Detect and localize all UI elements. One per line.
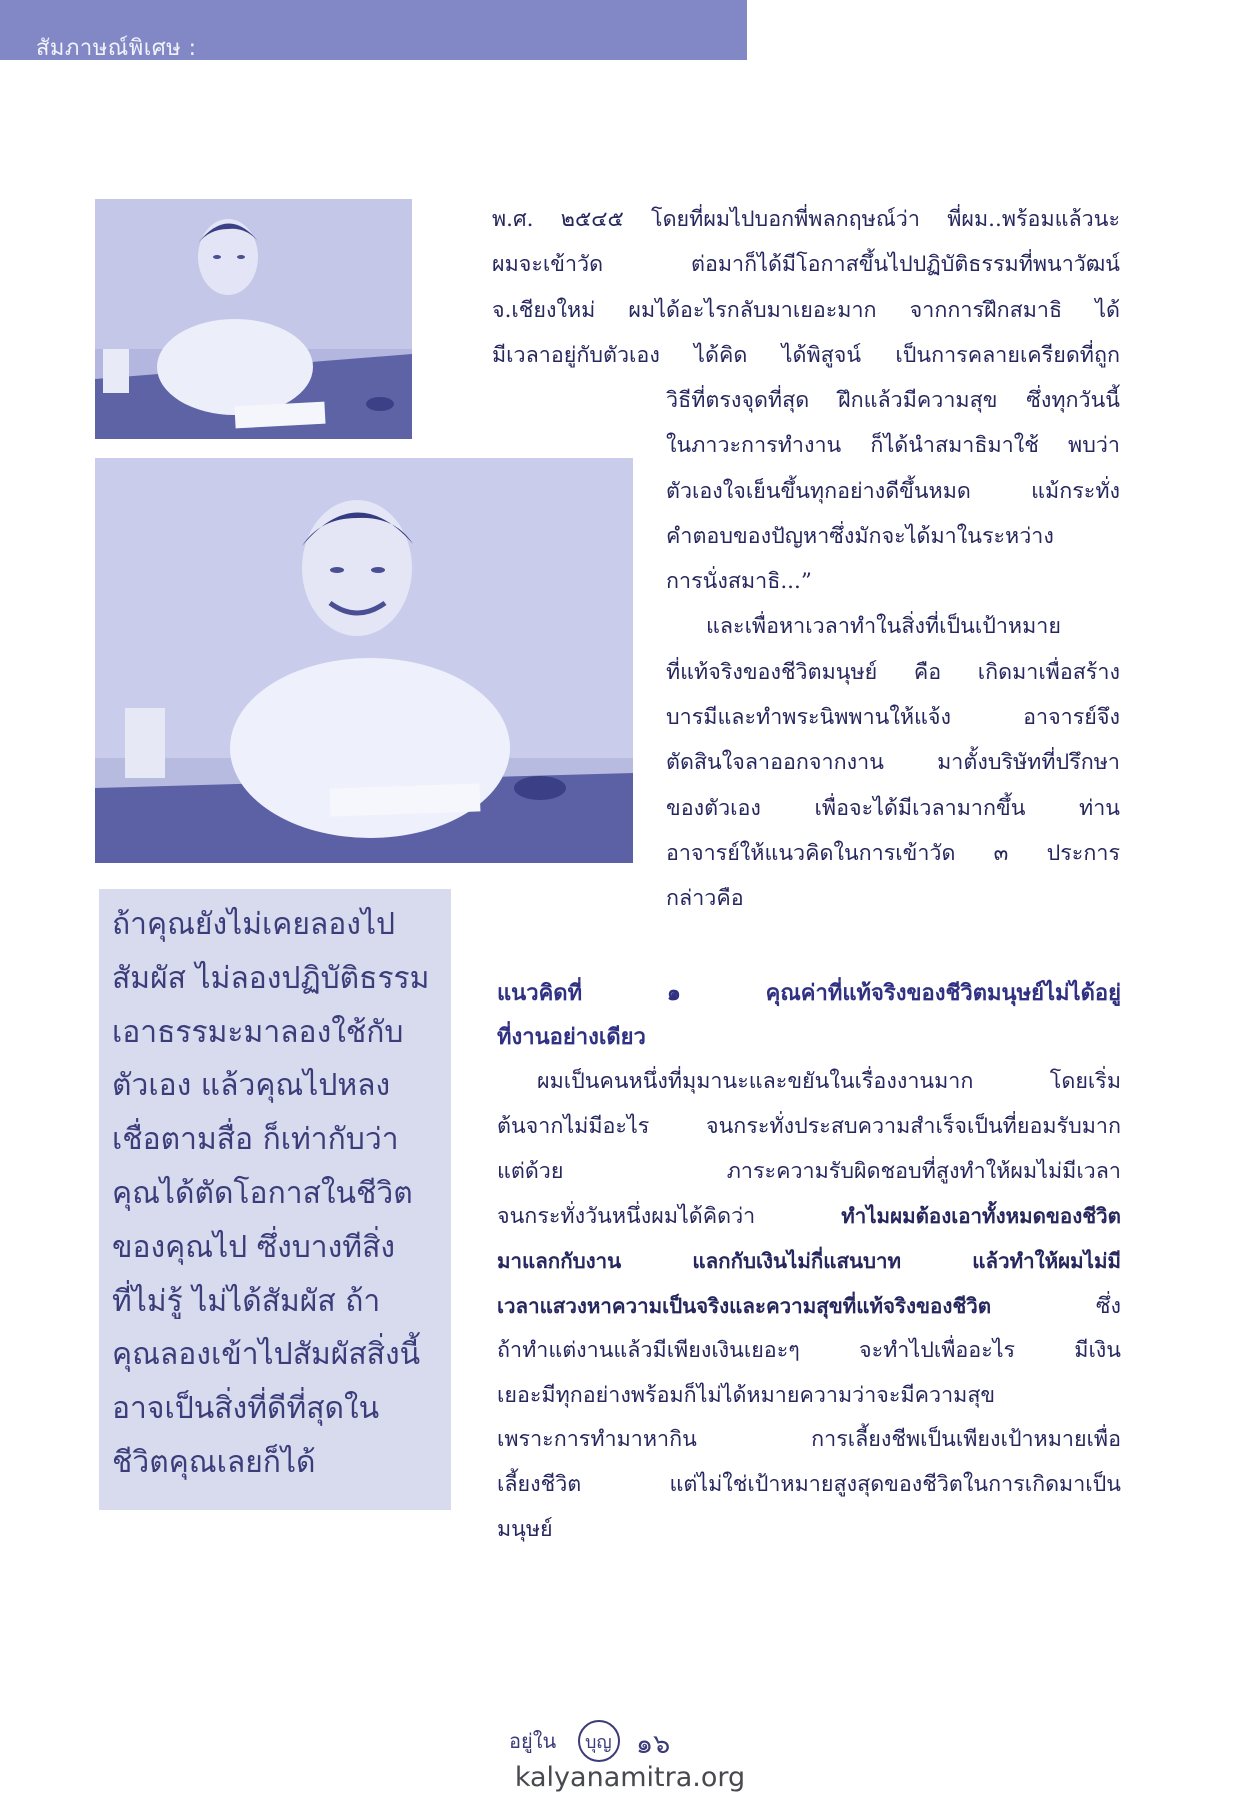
article-text: จนกระทั่งวันหนึ่งผมได้คิดว่า: [497, 1204, 756, 1230]
heading-line: แนวคิดที่ ๑ คุณค่าที่แท้จริงของชีวิตมนุษย์ไม่ได้อยู่: [497, 981, 1121, 1006]
article-line: วิธีที่ตรงจุดที่สุด ฝึกแล้วมีความสุข ซึ่งทุกวันนี้: [666, 388, 1120, 413]
pull-quote-line: ตัวเอง แล้วคุณไปหลง: [112, 1068, 391, 1104]
website-watermark: kalyanamitra.org: [514, 1762, 746, 1793]
pull-quote-line: ที่ไม่รู้ ไม่ได้สัมผัส ถ้า: [112, 1283, 381, 1319]
article-line: เยอะมีทุกอย่างพร้อมก็ไม่ได้หมายความว่าจะมีความสุข: [497, 1382, 996, 1408]
pull-quote: [112, 898, 440, 1490]
article-line: อาจารย์ให้แนวคิดในการเข้าวัด ๓ ประการ: [666, 840, 1120, 866]
section-header-band: [0, 0, 747, 60]
article-line: ในภาวะการทำงาน ก็ได้นำสมาธิมาใช้ พบว่า: [666, 433, 1120, 459]
article-paragraph-narrow: [666, 378, 1120, 922]
pull-quote-line: ชีวิตคุณเลยก็ได้: [112, 1444, 316, 1480]
article-line: ผมเป็นคนหนึ่งที่มุมานะและขยันในเรื่องงานมาก โดยเริ่ม: [537, 1069, 1121, 1094]
article-line: ของตัวเอง เพื่อจะได้มีเวลามากขึ้น ท่าน: [666, 795, 1120, 821]
article-line: [497, 1194, 1121, 1239]
pull-quote-line: เชื่อตามสื่อ ก็เท่ากับว่า: [112, 1122, 399, 1158]
article-line: ถ้าทำแต่งานแล้วมีเพียงเงินเยอะๆ จะทำไปเพื่ออะไร มีเงิน: [497, 1337, 1121, 1363]
article-line: กล่าวคือ: [666, 886, 744, 912]
article-line: พ.ศ. ๒๕๔๕ โดยที่ผมไปบอกพี่พลกฤษณ์ว่า พี่ผม..พร้อมแล้วนะ: [492, 207, 1120, 232]
article-line: ต้นจากไม่มีอะไร จนกระทั่งประสบความสำเร็จเป็นที่ยอมรับมาก: [497, 1113, 1121, 1139]
section-label: สัมภาษณ์พิเศษ :: [36, 36, 197, 61]
pull-quote-line: เอาธรรมะมาลองใช้กับ: [112, 1014, 404, 1050]
article-line: เลี้ยงชีวิต แต่ไม่ใช่เป้าหมายสูงสุดของชีวิตในการเกิดมาเป็น: [497, 1472, 1121, 1498]
article-emphasis: มาแลกกับงาน แลกกับเงินไม่กี่แสนบาท แล้วทำให้ผมไม่มี: [497, 1249, 1121, 1274]
article-paragraph-bottom: [497, 1060, 1121, 1553]
article-line: ตัดสินใจลาออกจากงาน มาตั้งบริษัทที่ปรึกษา: [666, 750, 1120, 776]
article-line: ตัวเองใจเย็นขึ้นทุกอย่างดีขึ้นหมด แม้กระทั่ง: [666, 478, 1120, 504]
interview-photo-small: [95, 199, 412, 439]
interview-photo-large: [95, 458, 633, 863]
article-line: บารมีและทำพระนิพพานให้แจ้ง อาจารย์จึง: [666, 705, 1120, 731]
heading-line: ที่งานอย่างเดียว: [497, 1025, 646, 1050]
article-line: ที่แท้จริงของชีวิตมนุษย์ คือ เกิดมาเพื่อสร้าง: [666, 659, 1120, 685]
article-emphasis: ทำไมผมต้องเอาทั้งหมดของชีวิต: [841, 1204, 1121, 1229]
magazine-logo: [507, 1718, 627, 1768]
article-line: แต่ด้วย ภาระความรับผิดชอบที่สูงทำให้ผมไม่มีเวลา: [497, 1158, 1121, 1184]
article-line: [497, 1239, 1121, 1284]
logo-text: อยู่ใน: [509, 1729, 557, 1753]
logo-mark: บุญ: [585, 1732, 612, 1753]
section-heading: [497, 972, 1121, 1060]
pull-quote-line: คุณลองเข้าไปสัมผัสสิ่งนี้: [112, 1337, 421, 1373]
article-emphasis: เวลาแสวงหาความเป็นจริงและความสุขที่แท้จริงของชีวิต: [497, 1293, 992, 1318]
article-line: และเพื่อหาเวลาทำในสิ่งที่เป็นเป้าหมาย: [706, 614, 1061, 640]
pull-quote-line: ถ้าคุณยังไม่เคยลองไป: [112, 907, 396, 942]
article-line: ผมจะเข้าวัด ต่อมาก็ได้มีโอกาสขึ้นไปปฏิบัติธรรมที่พนาวัฒน์: [492, 252, 1120, 278]
pull-quote-line: ของคุณไป ซึ่งบางทีสิ่ง: [112, 1229, 396, 1265]
article-line: มนุษย์: [497, 1516, 553, 1542]
pull-quote-line: อาจเป็นสิ่งที่ดีที่สุดใน: [112, 1391, 380, 1427]
article-line: มีเวลาอยู่กับตัวเอง ได้คิด ได้พิสูจน์ เป็นการคลายเครียดที่ถูก: [492, 342, 1120, 368]
article-text: ซึ่ง: [1095, 1293, 1121, 1319]
article-line: [497, 1284, 1121, 1329]
article-line: เพราะการทำมาหากิน การเลี้ยงชีพเป็นเพียงเป้าหมายเพื่อ: [497, 1427, 1121, 1453]
pull-quote-line: คุณได้ตัดโอกาสในชีวิต: [112, 1175, 413, 1211]
pull-quote-line: สัมผัส ไม่ลองปฏิบัติธรรม: [112, 960, 430, 996]
page-number: ๑๖: [636, 1729, 671, 1760]
article-line: จ.เชียงใหม่ ผมได้อะไรกลับมาเยอะมาก จากการฝึกสมาธิ ได้: [492, 297, 1120, 323]
article-line: การนั่งสมาธิ...”: [666, 569, 812, 595]
article-line: คำตอบของปัญหาซึ่งมักจะได้มาในระหว่าง: [666, 523, 1054, 549]
article-paragraph-top: [492, 197, 1120, 378]
